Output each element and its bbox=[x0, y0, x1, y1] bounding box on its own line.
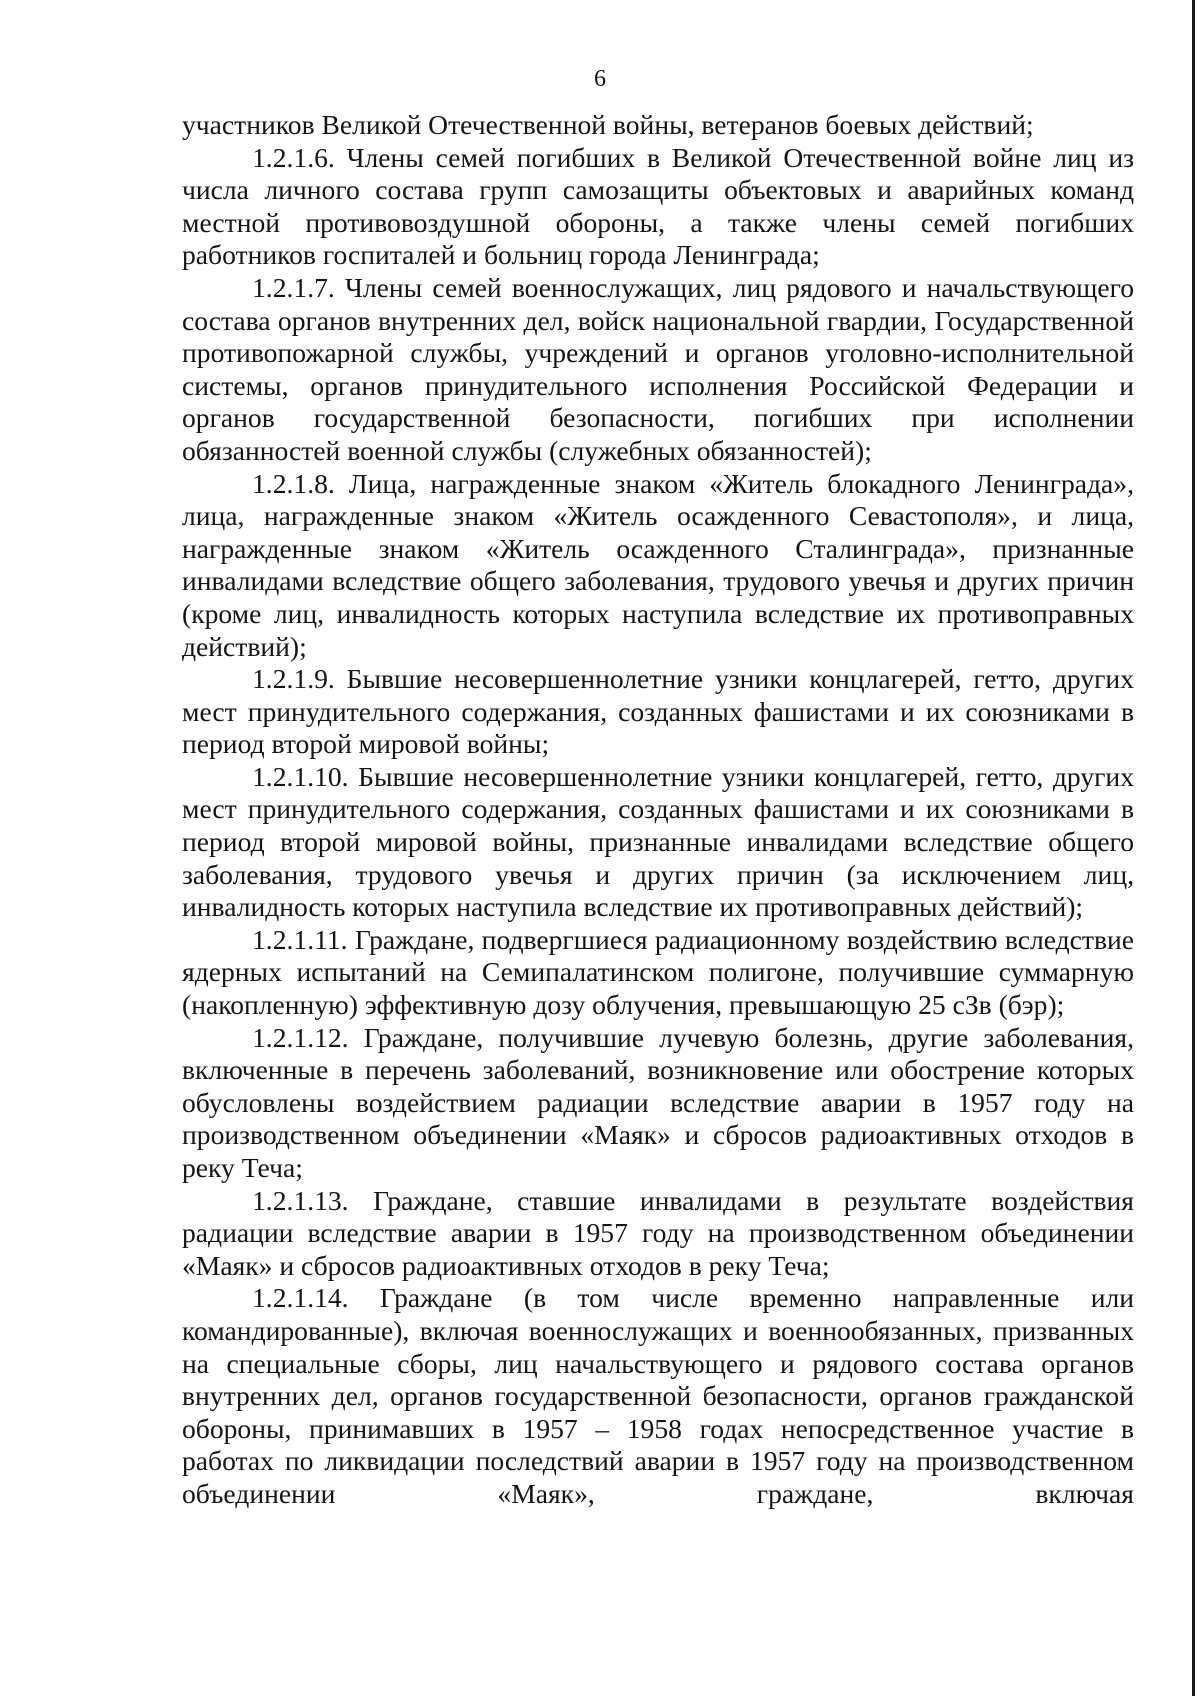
paragraph-1-2-1-11: 1.2.1.11. Граждане, подвергшиеся радиационному воздействию вследствие ядерных испытаний на Семипалатинском полигоне, получившие суммарную (накопленную) эффективную дозу облучения, превышающую 25 сЗв (бэр); bbox=[182, 923, 1134, 1021]
paragraph-1-2-1-10: 1.2.1.10. Бывшие несовершеннолетние узники концлагерей, гетто, других мест принудительного содержания, созданных фашистами и их союзниками в период второй мировой войны, признанные инвалидами вследствие общего заболевания, трудового увечья и других причин (за исключением лиц, инвалидность которых наступила вследствие их противоправных действий); bbox=[182, 760, 1134, 923]
document-body bbox=[182, 109, 1134, 1511]
paragraph-1-2-1-7: 1.2.1.7. Члены семей военнослужащих, лиц рядового и начальствующего состава органов внутренних дел, войск национальной гвардии, Государственной противопожарной службы, учреждений и органов уголовно-исполнительной системы, органов принудительного исполнения Российской Федерации и органов государственной безопасности, погибших при исполнении обязанностей военной службы (служебных обязанностей); bbox=[182, 271, 1134, 466]
paragraph-1-2-1-13: 1.2.1.13. Граждане, ставшие инвалидами в результате воздействия радиации вследствие аварии в 1957 году на производственном объединении «Маяк» и сбросов радиоактивных отходов в реку Теча; bbox=[182, 1184, 1134, 1281]
paragraph-1-2-1-14: 1.2.1.14. Граждане (в том числе временно направленные или командированные), включая военнослужащих и военнообязанных, призванных на специальные сборы, лиц начальствующего и рядового состава органов внутренних дел, органов государственной безопасности, органов гражданской обороны, принимавших в 1957 – 1958 годах непосредственное участие в работах по ликвидации последствий аварии в 1957 году на производственном объединении «Маяк», граждане, включая bbox=[182, 1282, 1134, 1509]
paragraph-1-2-1-6: 1.2.1.6. Члены семей погибших в Великой Отечественной войне лиц из числа личного состава групп самозащиты объектовых и аварийных команд местной противовоздушной обороны, а также члены семей погибших работников госпиталей и больниц города Ленинграда; bbox=[182, 141, 1134, 271]
scan-edge-line bbox=[1192, 0, 1195, 1696]
page-number: 6 bbox=[594, 66, 606, 92]
paragraph-1-2-1-8: 1.2.1.8. Лица, награжденные знаком «Житель блокадного Ленинграда», лица, награжденные знаком «Житель осажденного Севастополя», и лица, награжденные знаком «Житель осажденного Сталинграда», признанные инвалидами вследствие общего заболевания, трудового увечья и других причин (кроме лиц, инвалидность которых наступила вследствие их противоправных действий); bbox=[182, 467, 1134, 662]
paragraph-1-2-1-12: 1.2.1.12. Граждане, получившие лучевую болезнь, другие заболевания, включенные в перечень заболеваний, возникновение или обострение которых обусловлены воздействием радиации вследствие аварии в 1957 году на производственном объединении «Маяк» и сбросов радиоактивных отходов в реку Теча; bbox=[182, 1021, 1134, 1183]
paragraph-continuation: участников Великой Отечественной войны, ветеранов боевых действий; bbox=[182, 109, 1034, 140]
paragraph-1-2-1-9: 1.2.1.9. Бывшие несовершеннолетние узники концлагерей, гетто, других мест принудительного содержания, созданных фашистами и их союзниками в период второй мировой войны; bbox=[182, 663, 1134, 760]
